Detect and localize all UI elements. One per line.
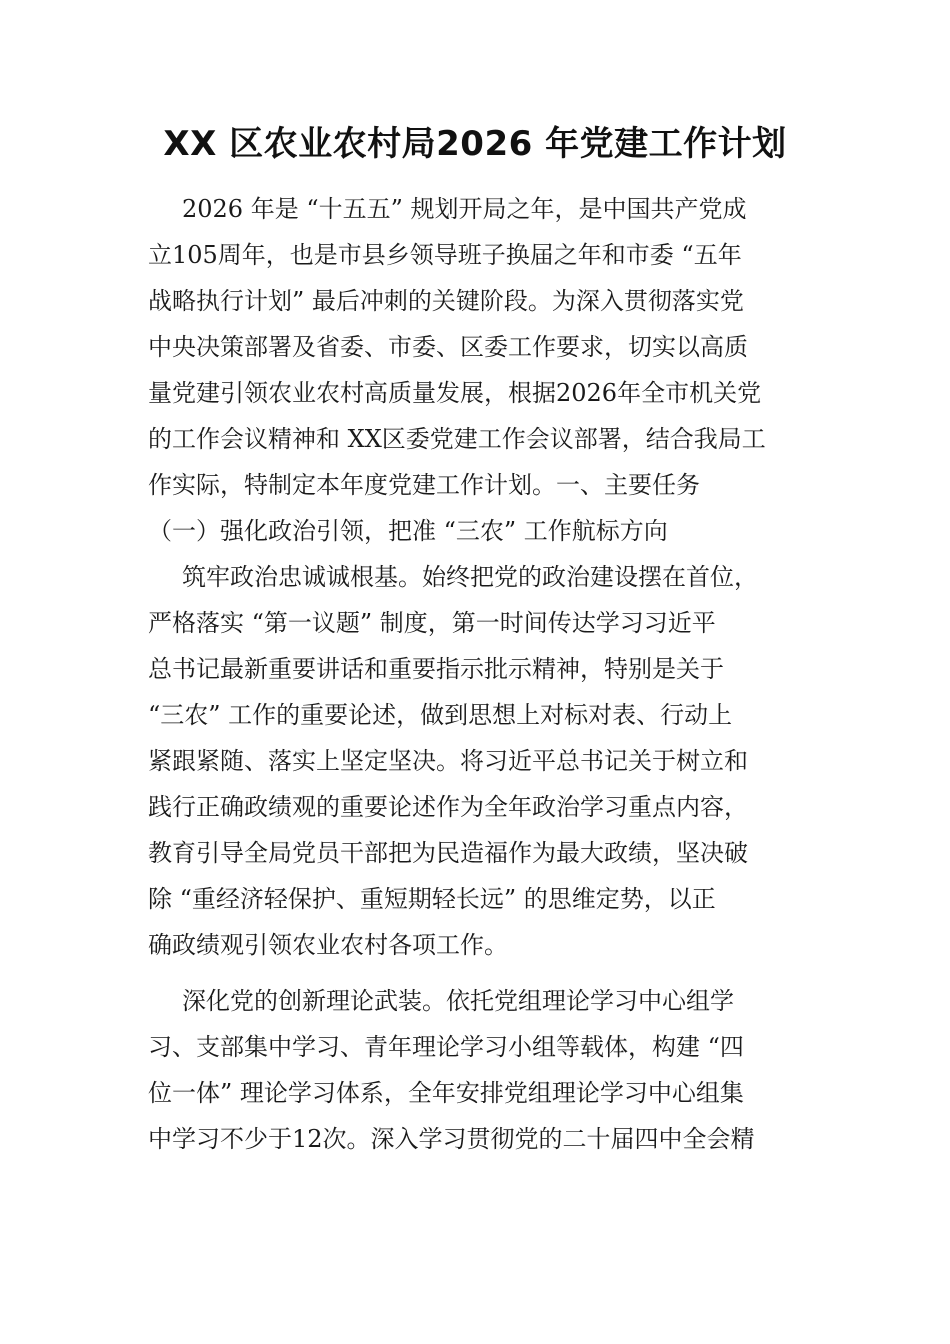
paragraph-line: 践行正确政绩观的重要论述作为全年政治学习重点内容， xyxy=(148,793,748,821)
paragraph-line: 中学习不少于12次。深入学习贯彻党的二十届四中全会精 xyxy=(148,1125,755,1153)
paragraph-line: 战略执行计划” 最后冲刺的关键阶段。为深入贯彻落实党 xyxy=(148,287,744,315)
paragraph-line: 紧跟紧随、落实上坚定坚决。将习近平总书记关于树立和 xyxy=(148,747,748,775)
paragraph-line: 2026 年是 “十五五” 规划开局之年，是中国共产党成 xyxy=(182,195,747,223)
paragraph-line: 的工作会议精神和 XX区委党建工作会议部署，结合我局工 xyxy=(148,425,766,453)
document-title: XX 区农业农村局2026 年党建工作计划 xyxy=(163,124,787,164)
paragraph-line: 筑牢政治忠诚诚根基。始终把党的政治建设摆在首位， xyxy=(182,563,758,591)
paragraph-line: 中央决策部署及省委、市委、区委工作要求，切实以高质 xyxy=(148,333,748,361)
paragraph-line: 确政绩观引领农业农村各项工作。 xyxy=(148,931,508,959)
paragraph-line: 位一体” 理论学习体系，全年安排党组理论学习中心组集 xyxy=(148,1079,744,1107)
paragraph-line: 习、支部集中学习、青年理论学习小组等载体，构建 “四 xyxy=(148,1033,744,1061)
paragraph-line: 教育引导全局党员干部把为民造福作为最大政绩，坚决破 xyxy=(148,839,748,867)
paragraph-line: 作实际，特制定本年度党建工作计划。一、主要任务 xyxy=(148,471,700,499)
paragraph-line: 除 “重经济轻保护、重短期轻长远” 的思维定势，以正 xyxy=(148,885,716,913)
paragraph-line: 严格落实 “第一议题” 制度，第一时间传达学习习近平 xyxy=(148,609,716,637)
paragraph-line: 立105周年，也是市县乡领导班子换届之年和市委 “五年 xyxy=(148,241,742,269)
paragraph-line: 总书记最新重要讲话和重要指示批示精神，特别是关于 xyxy=(148,655,724,683)
paragraph-line: 深化党的创新理论武装。依托党组理论学习中心组学 xyxy=(182,987,734,1015)
section-heading: （一）强化政治引领，把准 “三农” 工作航标方向 xyxy=(148,517,668,545)
document-body xyxy=(148,186,808,1162)
paragraph-line: 量党建引领农业农村高质量发展，根据2026年全市机关党 xyxy=(148,379,762,407)
paragraph-line: “三农” 工作的重要论述，做到思想上对标对表、行动上 xyxy=(148,701,733,729)
